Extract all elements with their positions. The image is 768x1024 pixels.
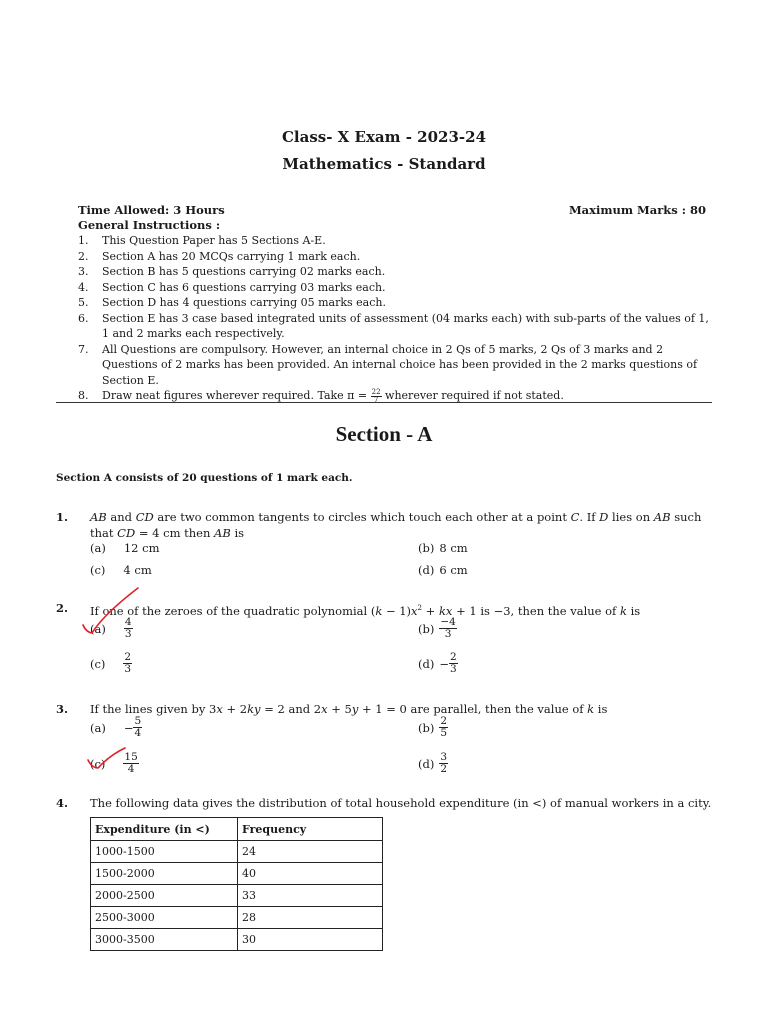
table-cell: 1500-2000 <box>91 863 238 885</box>
option-b[interactable]: (b) 8 cm <box>418 541 468 555</box>
section-note: Section A consists of 20 questions of 1 mark each. <box>56 472 353 484</box>
table-cell: 2500-3000 <box>91 907 238 929</box>
pi-fraction: $\frac{22}{7}$ <box>371 387 381 404</box>
option-c[interactable]: (c) 4 cm <box>90 563 152 577</box>
instruction-item: 6. Section E has 3 case based integrated units of assessment (04 marks each) with sub-parts of the values of 1, 1 and 2 marks each respectively. <box>78 311 709 340</box>
instruction-item: 5. Section D has 4 questions carrying 05 marks each. <box>78 296 386 309</box>
question-number: 3. <box>56 702 69 716</box>
subject-title: Mathematics - Standard <box>282 155 486 173</box>
time-allowed: Time Allowed: 3 Hours <box>78 203 225 217</box>
question-text: If one of the zeroes of the quadratic polynomial $(k - 1)x^2$ + kx + 1 is −3, then the value of k is <box>90 603 641 618</box>
general-instructions-heading: General Instructions : <box>78 218 221 232</box>
question-number: 1. <box>56 510 69 524</box>
table-cell: 3000-3500 <box>91 929 238 951</box>
table-row <box>91 885 383 907</box>
exam-title: Class- X Exam - 2023-24 <box>281 128 487 146</box>
instruction-item: 3. Section B has 5 questions carrying 02 marks each. <box>78 265 386 278</box>
option-a[interactable]: (a) − $\frac{5}{4}$ <box>90 715 142 739</box>
divider <box>56 402 712 403</box>
section-title: Section - A <box>335 422 433 446</box>
question-text: If the lines given by 3x + 2ky = 2 and 2x + 5y + 1 = 0 are parallel, then the value of k is <box>90 702 608 716</box>
option-c[interactable]: (c) $\frac{15}{4}$ <box>90 751 138 775</box>
question-text: AB and CD are two common tangents to circles which touch each other at a point C. If D lies on AB such that CD = 4 cm then AB is <box>90 510 702 540</box>
option-d[interactable]: (d) $\frac{3}{2}$ <box>418 751 448 775</box>
option-b[interactable]: (b) $\frac{-4}{3}$ <box>418 616 456 640</box>
table-cell: 1000-1500 <box>91 841 238 863</box>
table-row <box>91 907 383 929</box>
option-c[interactable]: (c) $\frac{2}{3}$ <box>90 651 132 675</box>
table-row <box>91 841 383 863</box>
table-header-row <box>91 818 383 841</box>
question-text: The following data gives the distribution of total household expenditure (in <) of manual workers in a city. <box>90 796 712 810</box>
option-a[interactable]: (a) 12 cm <box>90 541 160 555</box>
table-cell: 40 <box>238 863 383 885</box>
table-cell: 28 <box>238 907 383 929</box>
expenditure-table <box>90 817 383 951</box>
instruction-item: 7. All Questions are compulsory. However, an internal choice in 2 Qs of 5 marks, 2 Qs of 3 marks and 2 Questions of 2 marks has been provided. An internal choice has been provided in the 2 marks questions of Section E. <box>78 342 698 387</box>
table-cell: 2000-2500 <box>91 885 238 907</box>
table-row <box>91 863 383 885</box>
table-cell: 33 <box>238 885 383 907</box>
instruction-item: 4. Section C has 6 questions carrying 03 marks each. <box>78 280 386 294</box>
instruction-item: 1. This Question Paper has 5 Sections A-E. <box>78 234 326 247</box>
option-b[interactable]: (b) $\frac{2}{5}$ <box>418 715 448 739</box>
table-cell: 24 <box>238 841 383 863</box>
option-a[interactable]: (a) $\frac{4}{3}$ <box>90 616 132 640</box>
maximum-marks: Maximum Marks : 80 <box>568 203 706 217</box>
question-number: 2. <box>56 601 69 615</box>
instructions-list <box>78 233 718 404</box>
table-cell: 30 <box>238 929 383 951</box>
table-header-cell: Frequency <box>238 818 383 841</box>
question-number: 4. <box>56 796 69 810</box>
table-row <box>91 929 383 951</box>
option-d[interactable]: (d) 6 cm <box>418 563 468 577</box>
option-d[interactable]: (d) − $\frac{2}{3}$ <box>418 651 457 675</box>
instruction-item: 8. Draw neat figures wherever required. Take π = $\frac{22}{7}$ wherever required if not stated. <box>78 387 564 404</box>
table-header-cell: Expenditure (in <) <box>91 818 238 841</box>
instruction-item: 2. Section A has 20 MCQs carrying 1 mark each. <box>78 249 361 263</box>
